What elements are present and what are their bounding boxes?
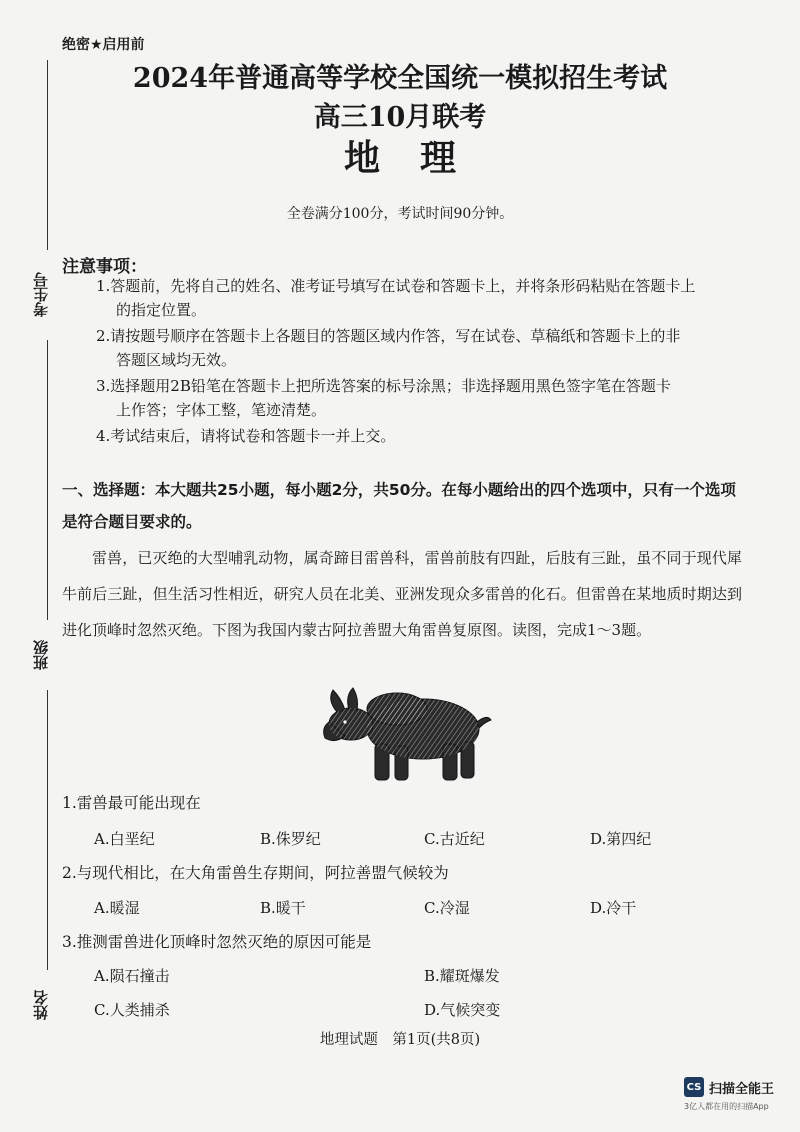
notice-line: 3.选择题用2B铅笔在答题卡上把所选答案的标号涂黑；非选择题用黑色签字笔在答题卡 [96, 377, 671, 395]
camscanner-name: 扫描全能王 [709, 1081, 775, 1097]
option-a: A.白垩纪 [94, 830, 155, 848]
notice-heading: 注意事项： [62, 257, 147, 277]
notice-line: 的指定位置。 [116, 301, 207, 319]
notice-line: 4.考试结束后，请将试卷和答题卡一并上交。 [96, 427, 396, 445]
option-d: D.第四纪 [590, 830, 652, 848]
camscanner-tagline: 3亿人都在用的扫描App [684, 1102, 769, 1111]
exam-subtitle: 高三10月联考 [313, 102, 487, 133]
margin-line [47, 340, 48, 620]
secret-label: 绝密★启用前 [62, 37, 145, 53]
question-stem: 3.推测雷兽进化顶峰时忽然灭绝的原因可能是 [62, 933, 372, 951]
option-a: A.陨石撞击 [94, 967, 170, 985]
notice-line: 上作答；字体工整，笔迹清楚。 [116, 401, 327, 419]
notice-line: 1.答题前，先将自己的姓名、准考证号填写在试卷和答题卡上，并将条形码粘贴在答题卡上 [96, 277, 696, 295]
question-stem: 2.与现代相比，在大角雷兽生存期间，阿拉善盟气候较为 [62, 864, 449, 882]
question-stem: 1.雷兽最可能出现在 [62, 794, 201, 812]
notice-line: 答题区域均无效。 [116, 351, 237, 369]
option-c: C.冷湿 [424, 899, 470, 917]
camscanner-watermark [684, 1077, 774, 1097]
page-footer: 地理试题 第1页(共8页) [319, 1032, 481, 1048]
subject-title: 地理 [343, 138, 496, 179]
brontothere-illustration [315, 682, 495, 791]
exam-title: 2024年普通高等学校全国统一模拟招生考试 [132, 63, 668, 94]
margin-exam-number-label: 考生号 [32, 272, 50, 317]
section-heading: 一、选择题：本大题共25小题，每小题2分，共50分。在每小题给出的四个选项中，只有一个选项是符合题目要求的。 [62, 481, 736, 531]
passage-text: 雷兽，已灭绝的大型哺乳动物，属奇蹄目雷兽科，雷兽前肢有四趾，后肢有三趾，虽不同于现代犀牛前后三趾，但生活习性相近，研究人员在北美、亚洲发现众多雷兽的化石。但雷兽在某地质时期达到进化顶峰时忽然灭绝。下图为我国内蒙古阿拉善盟大角雷兽复原图。读图，完成1～3题。 [62, 549, 742, 639]
option-d: D.冷干 [590, 899, 637, 917]
margin-name-label: 姓名 [32, 990, 50, 1020]
option-d: D.气候突变 [424, 1001, 501, 1019]
option-c: C.古近纪 [424, 830, 485, 848]
option-b: B.耀斑爆发 [424, 967, 500, 985]
option-c: C.人类捕杀 [94, 1001, 170, 1019]
margin-class-label: 班级 [32, 640, 50, 670]
margin-line [47, 690, 48, 970]
option-b: B.暖干 [260, 899, 306, 917]
score-note: 全卷满分100分，考试时间90分钟。 [286, 206, 514, 222]
notice-line: 2.请按题号顺序在答题卡上各题目的答题区域内作答，写在试卷、草稿纸和答题卡上的非 [96, 327, 681, 345]
option-b: B.侏罗纪 [260, 830, 321, 848]
option-a: A.暖湿 [94, 899, 140, 917]
camscanner-logo-icon: CS [684, 1077, 704, 1097]
